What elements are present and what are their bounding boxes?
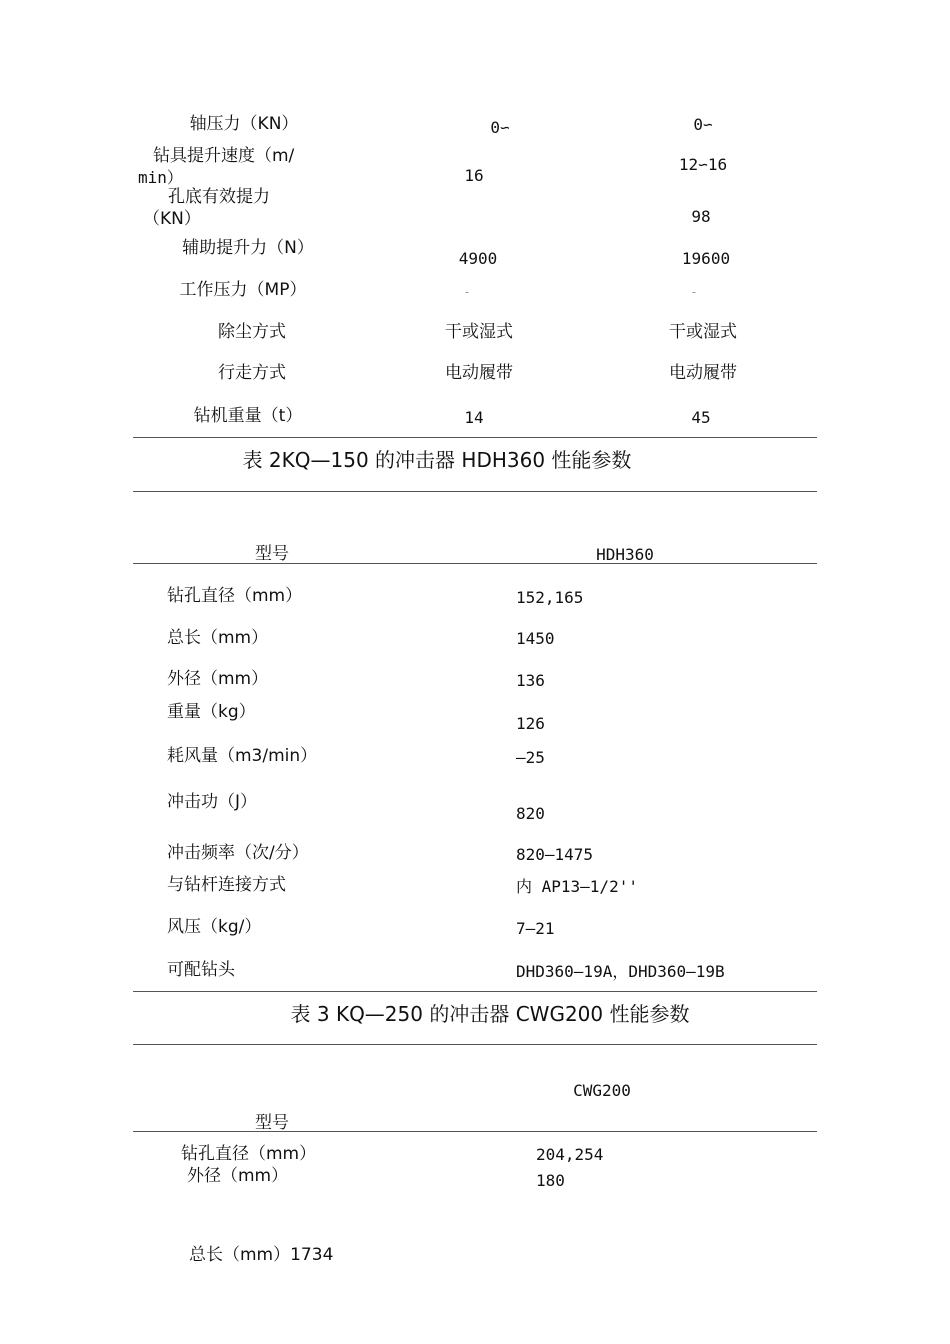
- table2-row-label: 总长（mm）: [167, 628, 269, 648]
- value-lift-speed-1: 16: [464, 166, 484, 185]
- table3-row-value: 180: [536, 1171, 565, 1190]
- table2-row-label: 可配钻头: [167, 960, 235, 980]
- value-aux-lift-1: 4900: [458, 249, 498, 268]
- label-work-pressure: 工作压力（MP）: [179, 280, 307, 300]
- table3-header-value: CWG200: [573, 1081, 631, 1100]
- table2-header-label: 型号: [255, 544, 289, 564]
- value-dust-removal-2: 干或湿式: [669, 322, 737, 342]
- table2-row-value: 7—21: [516, 919, 555, 938]
- table2-row-value: 136: [516, 671, 545, 690]
- table-rule: [133, 563, 817, 564]
- table-rule: [133, 991, 817, 992]
- value-bottom-lift-2: 98: [691, 207, 711, 226]
- table2-row-label: 重量（kg）: [167, 702, 256, 722]
- table2-row-value: —25: [516, 748, 545, 767]
- label-axial-pressure: 轴压力（KN）: [189, 114, 299, 134]
- value-dust-removal-1: 干或湿式: [445, 322, 513, 342]
- table2-caption: 表 2KQ—150 的冲击器 HDH360 性能参数: [242, 448, 632, 472]
- table3-header-label: 型号: [255, 1113, 289, 1133]
- table3-trailing-text: 总长（mm）1734: [189, 1245, 334, 1265]
- table2-row-label: 钻孔直径（mm）: [167, 586, 303, 606]
- label-bottom-lift: 孔底有效提力: [168, 187, 270, 207]
- label-aux-lift: 辅助提升力（N）: [182, 238, 314, 258]
- table2-row-label: 风压（kg/）: [167, 917, 262, 937]
- table2-row-label: 冲击功（J）: [167, 792, 258, 812]
- table3-caption: 表 3 KQ—250 的冲击器 CWG200 性能参数: [290, 1002, 690, 1026]
- label-weight: 钻机重量（t）: [193, 406, 303, 426]
- table3-row-label: 外径（mm）: [187, 1166, 289, 1186]
- value-work-pressure-1: -: [464, 285, 470, 299]
- label-bottom-lift-unit: （KN）: [143, 209, 201, 229]
- value-aux-lift-2: 19600: [681, 249, 731, 268]
- table-rule: [133, 1131, 817, 1132]
- value-axial-pressure-1: 0∽: [490, 118, 510, 137]
- value-work-pressure-2: -: [691, 285, 697, 299]
- label-lift-speed-unit: min）: [138, 168, 183, 187]
- table2-row-label: 与钻杆连接方式: [167, 875, 286, 895]
- value-travel-1: 电动履带: [445, 363, 513, 383]
- label-lift-speed: 钻具提升速度（m/: [153, 146, 295, 166]
- value-lift-speed-2: 12∽16: [678, 155, 728, 174]
- table2-row-value: 126: [516, 714, 545, 733]
- table3-row-value: 204,254: [536, 1145, 604, 1164]
- table2-header-value: HDH360: [596, 545, 654, 564]
- table2-row-value: 1450: [516, 629, 555, 648]
- table3-row-label: 钻孔直径（mm）: [181, 1144, 317, 1164]
- table-rule: [133, 491, 817, 492]
- table2-row-label: 冲击频率（次/分）: [167, 843, 309, 863]
- table-rule: [133, 437, 817, 438]
- table2-row-value: 152,165: [516, 588, 584, 607]
- table2-row-value: 820—1475: [516, 845, 594, 864]
- label-travel: 行走方式: [218, 363, 286, 383]
- label-dust-removal: 除尘方式: [218, 322, 286, 342]
- value-weight-1: 14: [464, 408, 484, 427]
- value-weight-2: 45: [691, 408, 711, 427]
- value-axial-pressure-2: 0∽: [693, 115, 713, 134]
- table2-row-label: 耗风量（m3/min）: [167, 746, 318, 766]
- value-travel-2: 电动履带: [669, 363, 737, 383]
- table2-row-value: DHD360—19A，DHD360—19B: [516, 962, 725, 981]
- table-rule: [133, 1044, 817, 1045]
- table2-row-value: 内 AP13—1/2'': [516, 877, 638, 896]
- table2-row-value: 820: [516, 804, 545, 823]
- table2-row-label: 外径（mm）: [167, 669, 269, 689]
